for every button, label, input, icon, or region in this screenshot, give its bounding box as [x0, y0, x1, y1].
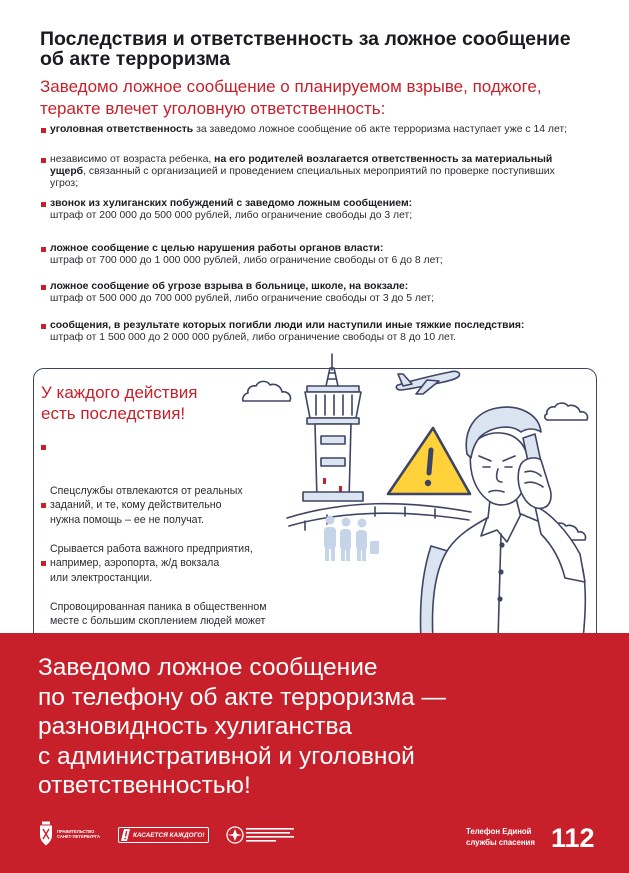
cloud-icon — [243, 381, 291, 401]
government-logo-line: САНКТ-ПЕТЕРБУРГА — [57, 834, 100, 840]
crowd-illustration — [324, 516, 379, 562]
page-title-line: об акте терроризма — [40, 48, 231, 70]
intro-line: теракте влечет уголовную ответственность: — [40, 99, 386, 118]
penalty-highlight: на его родителей возлагается ответственность за материальный ущерб — [50, 154, 553, 178]
banner-line: с административной и уголовной — [38, 742, 415, 770]
consequences-title-line: У каждого действия — [41, 383, 198, 402]
penalty-heading: ложное сообщение об угрозе взрыва в больнице, школе, на вокзале: — [50, 281, 409, 292]
penalty-item — [40, 281, 434, 305]
shirt-button — [497, 596, 502, 601]
consequence-text: Спецслужбы отвлекаются от реальных заданий, и те, кому действительно нужна помощь – ее не получат. — [50, 484, 243, 526]
emergency-label-line: службы спасения — [466, 837, 535, 847]
cloud-icon — [545, 403, 588, 420]
airport-phone-illustration — [235, 340, 605, 640]
penalty-item — [40, 154, 555, 191]
warning-sign-icon — [388, 428, 470, 494]
government-logo-text — [57, 829, 100, 840]
banner-line: Заведомо ложное сообщение — [38, 654, 378, 681]
penalty-detail: штраф от 500 000 до 700 000 рублей, либо ограничение свободы от 3 до 5 лет; — [50, 293, 435, 305]
red-square-bullet-icon — [41, 445, 46, 450]
red-square-bullet-icon — [41, 158, 46, 163]
consequence-text: Срывается работа важного предприятия, например, аэропорта, ж/д вокзала или электростанции. — [50, 542, 253, 584]
intro-statement — [40, 76, 542, 120]
penalty-text: независимо от возраста ребенка, — [50, 154, 215, 165]
airplane-icon — [396, 371, 459, 394]
campaign-logo-text: КАСАЕТСЯ КАЖДОГО! — [133, 831, 205, 839]
red-square-bullet-icon — [41, 247, 46, 252]
penalty-item — [40, 124, 567, 136]
penalty-text: за заведомо ложное сообщение об акте терроризма наступает уже с 14 лет; — [193, 124, 568, 135]
emergency-service-label — [466, 827, 535, 848]
government-logo-line: ПРАВИТЕЛЬСТВО — [57, 829, 95, 834]
penalty-item — [40, 243, 443, 267]
emergency-number: 112 — [551, 823, 595, 853]
penalty-text: , связанный с организацией и проведением специальных мероприятий по проверке поступивших угроз; — [50, 166, 555, 190]
red-square-bullet-icon — [41, 285, 46, 290]
consequences-title — [41, 382, 197, 424]
penalty-highlight: уголовная ответственность — [50, 124, 194, 135]
consequences-title-line: есть последствия! — [41, 404, 186, 423]
page-title — [40, 29, 571, 69]
shirt-button — [498, 569, 503, 574]
red-square-bullet-icon — [41, 561, 46, 566]
banner-line: по телефону об акте терроризма — — [38, 683, 446, 711]
terminal-building-illustration — [287, 504, 471, 530]
exclamation-icon — [121, 829, 130, 841]
control-tower-illustration — [303, 354, 363, 501]
banner-line: разновидность хулиганства — [38, 713, 352, 740]
penalty-detail: штраф от 1 500 000 до 2 000 000 рублей, либо ограничение свободы от 8 до 10 лет. — [50, 332, 456, 344]
campaign-logo — [118, 827, 209, 843]
penalty-heading: ложное сообщение с целью нарушения работы органов власти: — [50, 243, 384, 254]
red-square-bullet-icon — [41, 503, 46, 508]
consequence-text: Спровоцированная паника в общественном месте с большим скоплением людей может — [50, 600, 267, 627]
penalty-heading: звонок из хулиганских побуждений с заведомо ложным сообщением: — [50, 198, 413, 209]
page-title-line: Последствия и ответственность за ложное сообщение — [40, 28, 571, 50]
shirt-button — [499, 542, 504, 547]
banner-statement — [38, 653, 446, 801]
penalty-detail: штраф от 700 000 до 1 000 000 рублей, либо ограничение свободы от 6 до 8 лет; — [50, 255, 443, 267]
penalty-detail: штраф от 200 000 до 500 000 рублей, либо ограничение свободы до 3 лет; — [50, 210, 413, 222]
penalty-heading: сообщения, в результате которых погибли люди или наступили иные тяжкие последствия: — [50, 320, 525, 331]
red-square-bullet-icon — [41, 202, 46, 207]
penalty-item — [40, 198, 412, 222]
red-square-bullet-icon — [41, 128, 46, 133]
spb-coat-of-arms-icon — [39, 821, 53, 846]
red-square-bullet-icon — [41, 324, 46, 329]
emergency-service-logo — [226, 824, 298, 846]
intro-line: Заведомо ложное сообщение о планируемом взрыве, поджоге, — [40, 77, 542, 96]
banner-line: ответственностью! — [38, 772, 251, 799]
emergency-label-line: Телефон Единой — [466, 827, 532, 836]
